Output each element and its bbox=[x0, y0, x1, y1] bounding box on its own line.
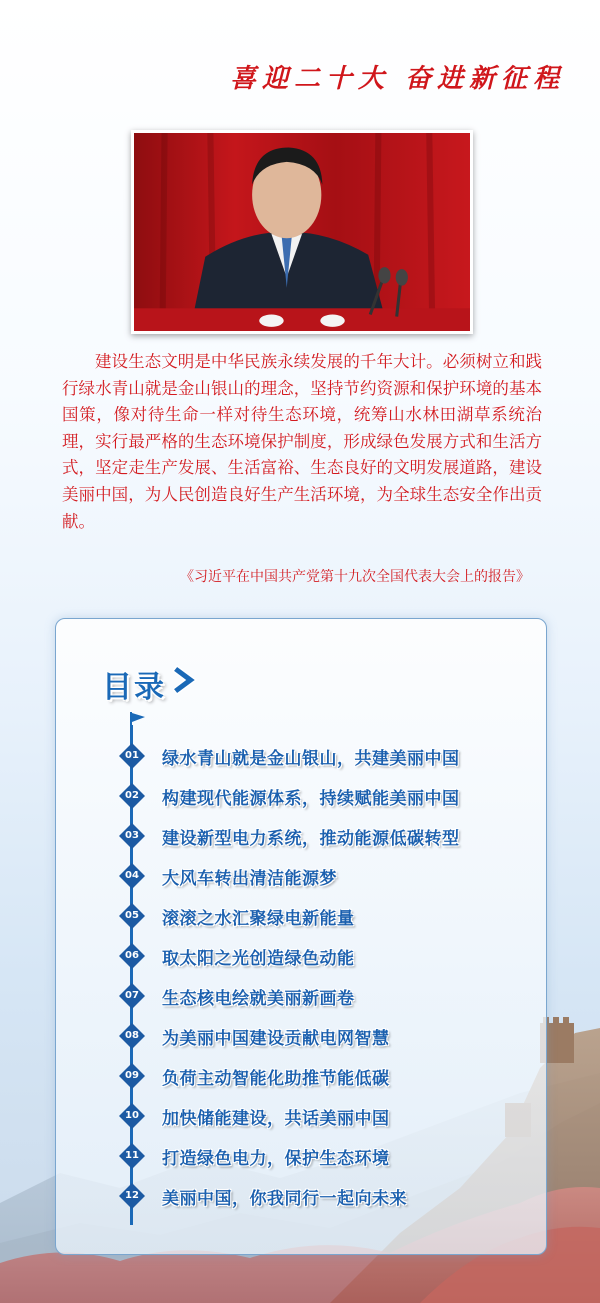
toc-item[interactable] bbox=[0, 943, 500, 971]
item-number-badge bbox=[119, 903, 145, 929]
item-number-badge bbox=[119, 983, 145, 1009]
toc-item[interactable] bbox=[0, 903, 500, 931]
toc-item[interactable] bbox=[0, 1183, 500, 1211]
item-number-badge bbox=[119, 1063, 145, 1089]
item-number: 06 bbox=[125, 950, 139, 961]
toc-item-label: 构建现代能源体系，持续赋能美丽中国 bbox=[162, 789, 460, 809]
item-number: 04 bbox=[125, 870, 139, 881]
toc-item[interactable] bbox=[0, 1063, 500, 1091]
toc-item-label: 加快储能建设，共话美丽中国 bbox=[162, 1109, 390, 1129]
item-number: 01 bbox=[125, 750, 139, 761]
item-number-badge bbox=[119, 1103, 145, 1129]
item-number-badge bbox=[119, 863, 145, 889]
item-number-badge bbox=[119, 743, 145, 769]
item-number-badge bbox=[119, 1143, 145, 1169]
item-number-badge bbox=[119, 1023, 145, 1049]
toc-item-label: 生态核电绘就美丽新画卷 bbox=[162, 989, 355, 1009]
item-number: 05 bbox=[125, 910, 139, 921]
toc-item-label: 为美丽中国建设贡献电网智慧 bbox=[162, 1029, 390, 1049]
quote-source: 《习近平在中国共产党第十九次全国代表大会上的报告》 bbox=[180, 569, 530, 585]
quote-text: 建设生态文明是中华民族永续发展的千年大计。必须树立和践行绿水青山就是金山银山的理念，坚持节约资源和保护环境的基本国策，像对待生命一样对待生态环境，统筹山水林田湖草系统治理，实行最严格的生态环境保护制度，形成绿色发展方式和生活方式，坚定走生产发展、生活富裕、生态良好的文明发展道路，建设美丽中国，为人民创造良好生产生活环境，为全球生态安全作出贡献。 bbox=[62, 352, 542, 531]
item-number: 07 bbox=[125, 990, 139, 1001]
toc-item[interactable] bbox=[0, 1103, 500, 1131]
toc-item-label: 大风车转出清洁能源梦 bbox=[162, 869, 337, 889]
chevron-right-icon bbox=[172, 664, 200, 696]
toc-item-label: 打造绿色电力，保护生态环境 bbox=[162, 1149, 390, 1169]
leader-photo bbox=[131, 130, 473, 334]
item-number-badge bbox=[119, 943, 145, 969]
flag-icon bbox=[126, 712, 148, 732]
slogan-heading: 喜迎二十大 奋进新征程 bbox=[230, 64, 566, 94]
item-number: 12 bbox=[125, 1190, 139, 1201]
toc-item-label: 建设新型电力系统，推动能源低碳转型 bbox=[162, 829, 460, 849]
toc-item[interactable] bbox=[0, 743, 500, 771]
toc-item[interactable] bbox=[0, 823, 500, 851]
item-number: 02 bbox=[125, 790, 139, 801]
item-number: 09 bbox=[125, 1070, 139, 1081]
toc-item[interactable] bbox=[0, 783, 500, 811]
item-number-badge bbox=[119, 783, 145, 809]
item-number: 03 bbox=[125, 830, 139, 841]
toc-item-label: 负荷主动智能化助推节能低碳 bbox=[162, 1069, 390, 1089]
toc-item[interactable] bbox=[0, 863, 500, 891]
toc-item-label: 绿水青山就是金山银山，共建美丽中国 bbox=[162, 749, 460, 769]
item-number: 10 bbox=[125, 1110, 139, 1121]
toc-item-label: 取太阳之光创造绿色动能 bbox=[162, 949, 355, 969]
toc-item[interactable] bbox=[0, 1023, 500, 1051]
toc-item[interactable] bbox=[0, 1143, 500, 1171]
toc-item-label: 美丽中国，你我同行一起向未来 bbox=[162, 1189, 407, 1209]
item-number-badge bbox=[119, 1183, 145, 1209]
speaker-at-podium-image bbox=[134, 133, 470, 331]
toc-item[interactable] bbox=[0, 983, 500, 1011]
item-number-badge bbox=[119, 823, 145, 849]
toc-item-label: 滚滚之水汇聚绿电新能量 bbox=[162, 909, 355, 929]
toc-title: 目录 bbox=[102, 670, 166, 705]
item-number: 08 bbox=[125, 1030, 139, 1041]
item-number: 11 bbox=[125, 1150, 139, 1161]
